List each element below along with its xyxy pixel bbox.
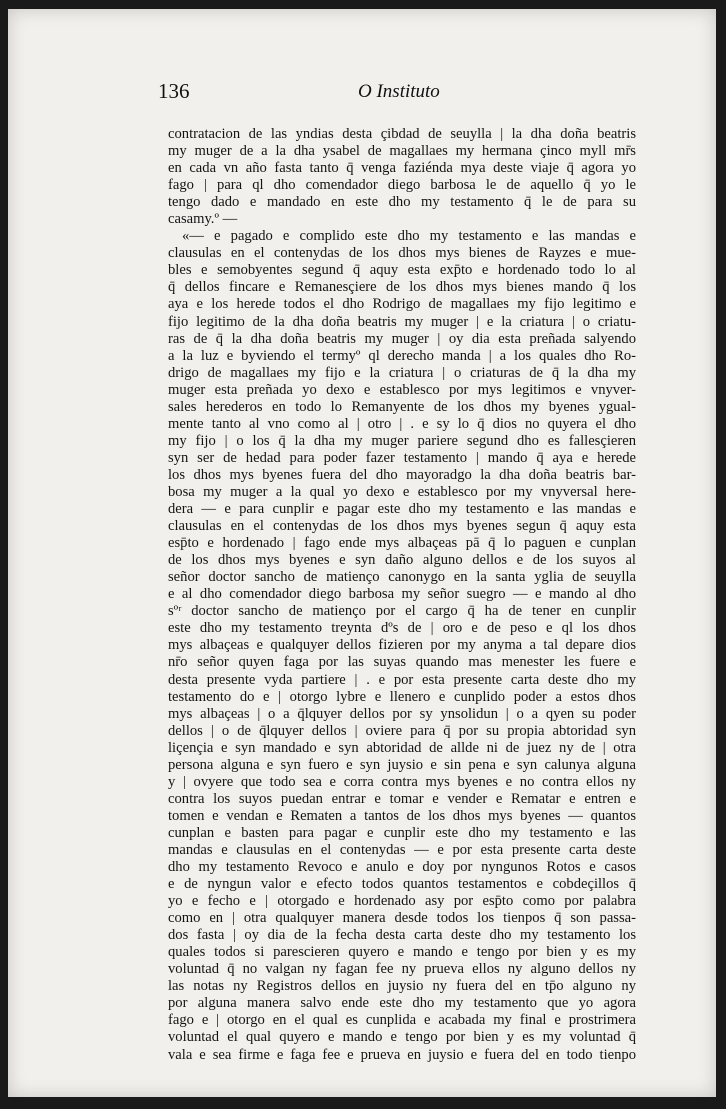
text-line: tengo dado e mandado en este dho my testamento q̄ le de para su	[168, 194, 636, 211]
text-line: contratacion de las yndias desta çibdad de seuylla | la dha doña beatris	[168, 126, 636, 142]
text-line: aya e los herede todos el dho Rodrigo de magallaes my fijo legitimo e	[168, 296, 636, 313]
text-line: y | ovyere que todo sea e corra contra mys byenes e no contra ellos ny	[168, 773, 636, 790]
text-line: fago | para ql dho comendador diego barbosa le de aquello q̄ yo le	[168, 177, 636, 194]
text-line: por alguna manera salvo ende este dho my testamento que yo agora	[168, 995, 636, 1012]
text-line: «— e pagado e complido este dho my testamento e las mandas e	[182, 228, 636, 245]
text-line: vala e sea firme e faga fee e prueva en juysio e fuera del en todo tienpo	[168, 1046, 636, 1063]
running-title: O Instituto	[358, 81, 440, 102]
text-line: fijo legitimo de la dha doña beatris my muger | e la criatura | o criatu-	[168, 313, 636, 330]
text-line: drigo de magallaes my fijo e la criatura | o criaturas de q̄ la dha my	[168, 364, 636, 381]
text-line: fago e | otorgo en el qual es cunplida e acabada my final e prostrimera	[168, 1012, 636, 1029]
text-line: mys albaçeas e qualquyer dellos fizieren por my anyma a tal depare dios	[168, 637, 636, 654]
text-line: mente tanto al vno como al | otro | . e sy lo q̄ dios no quyera el dho	[168, 415, 636, 432]
text-line: muger esta preñada yo dexo e establesco por mys legitimos e vnyver-	[168, 381, 636, 398]
text-line: e al dho comendador diego barbosa my señor suegro — e mando al dho	[168, 586, 636, 603]
text-line: las notas ny Registros dellos en juysio ny fuera del en tp̄o alguno ny	[168, 978, 636, 995]
text-line: desta presente vyda partiere | . e por esta presente carta deste dho my	[168, 671, 636, 688]
text-line: quales todos si parescieren quyero e mando e tengo por bien y es my	[168, 944, 636, 961]
text-line: contra los suyos puedan entrar e tomar e vender e Rematar e entren e	[168, 790, 636, 807]
text-line: este dho my testamento treynta dºs de | oro e de peso e ql los dhos	[168, 620, 636, 637]
text-line: cunplan e basten para pagar e cunplir este dho my testamento e las	[168, 824, 636, 841]
text-line: liçençia e syn mandado e syn abtoridad de allde ni de juez ny de | otra	[168, 739, 636, 756]
text-line: mys albaçeas | o a q̄lquyer dellos por sy ynsolidun | o a qyen su poder	[168, 705, 636, 722]
text-line: dos fasta | oy dia de la fecha desta carta deste dho my testamento los	[168, 927, 636, 944]
text-line: nr̄o señor quyen faga por las suyas quando mas menester les fuere e	[168, 654, 636, 671]
text-line: syn ser de hedad para poder fazer testamento | mando q̄ aya e herede	[168, 449, 636, 466]
body-text	[168, 126, 636, 1064]
text-line: dho my testamento Revoco e anulo e doy por nyngunos Rotos e casos	[168, 859, 636, 876]
text-line: e de nyngun valor e efecto todos quantos testamentos e cobdeçillos q̄	[168, 876, 636, 893]
text-line: mandas e clausulas en el contenydas — e por esta presente carta deste	[168, 841, 636, 858]
text-line: dera — e para cunplir e pagar este dho my testamento e las mandas e	[168, 501, 636, 518]
text-line: clausulas en el contenydas de los dhos mys byenes segun q̄ aquy esta	[168, 518, 636, 535]
text-line: los dhos mys byenes fuera del dho mayoradgo la dha doña beatris bar-	[168, 466, 636, 483]
text-line: esp̄to e hordenado | fago ende mys albaçeas pā q̄ lo paguen e cunplan	[168, 535, 636, 552]
text-line: ras de q̄ la dha doña beatris my muger | oy dia esta preñada salyendo	[168, 330, 636, 347]
text-line: señor doctor sancho de matienço canonygo en la santa yglia de seuylla	[168, 569, 636, 586]
text-line: en cada vn año fasta tanto q̄ venga faziénda mya deste viaje q̄ agora yo	[168, 160, 636, 177]
text-line: sales herederos en todo lo Remanyente de los dhos my byenes ygual-	[168, 398, 636, 415]
text-line: yo e fecho e | otorgado e hordenado asy por esp̄to como por palabra	[168, 893, 636, 910]
text-line: de los dhos mys byenes e syn daño alguno dellos e de los suyos al	[168, 552, 636, 569]
book-page	[8, 9, 716, 1097]
text-line: a la luz e byviendo el termyº ql derecho manda | a los quales dho Ro-	[168, 347, 636, 364]
text-line: persona alguna e syn fuero e syn juysio e sin pena e syn calunya alguna	[168, 756, 636, 773]
text-line: testamento do e | otorgo lybre e llenero e cunplido poder a estos dhos	[168, 688, 636, 705]
text-line: tomen e vendan e Rematen a tantos de los dhos mys byenes — quantos	[168, 807, 636, 824]
text-line: voluntad q̄ no valgan ny fagan fee ny prueva ellos ny alguno dellos ny	[168, 961, 636, 978]
text-line: bosa my muger a la qual yo dexo e establesco por my vnyversal here-	[168, 483, 636, 500]
text-line: dellos | o de q̄lquyer dellos | oviere para q̄ por su propia abtoridad syn	[168, 722, 636, 739]
text-line: q̄ dellos fincare e Remanesçiere de los dhos mys bienes mando q̄ los	[168, 279, 636, 296]
page-number: 136	[158, 79, 190, 103]
text-line: clausulas en el contenydas de los dhos mys bienes de Rayzes e mue-	[168, 245, 636, 262]
text-line: sºʳ doctor sancho de matienço por el cargo q̄ ha de tener en cunplir	[168, 603, 636, 620]
text-line: my muger de a la dha ysabel de magallaes my hermana çinco myll mr̄s	[168, 143, 636, 160]
page-header	[158, 75, 638, 111]
text-line: bles e semobyentes segund q̄ aquy esta exp̄to e hordenado todo lo al	[168, 262, 636, 279]
text-line: voluntad el qual quyero e mando e tengo por bien y es my voluntad q̄	[168, 1029, 636, 1046]
text-line: casamy.º —	[168, 211, 238, 228]
text-line: como en | otra qualquyer manera desde todos los tienpos q̄ son passa-	[168, 910, 636, 927]
text-line: my fijo | o los q̄ la dha my muger pariere segund dho es fallesçieren	[168, 432, 636, 449]
